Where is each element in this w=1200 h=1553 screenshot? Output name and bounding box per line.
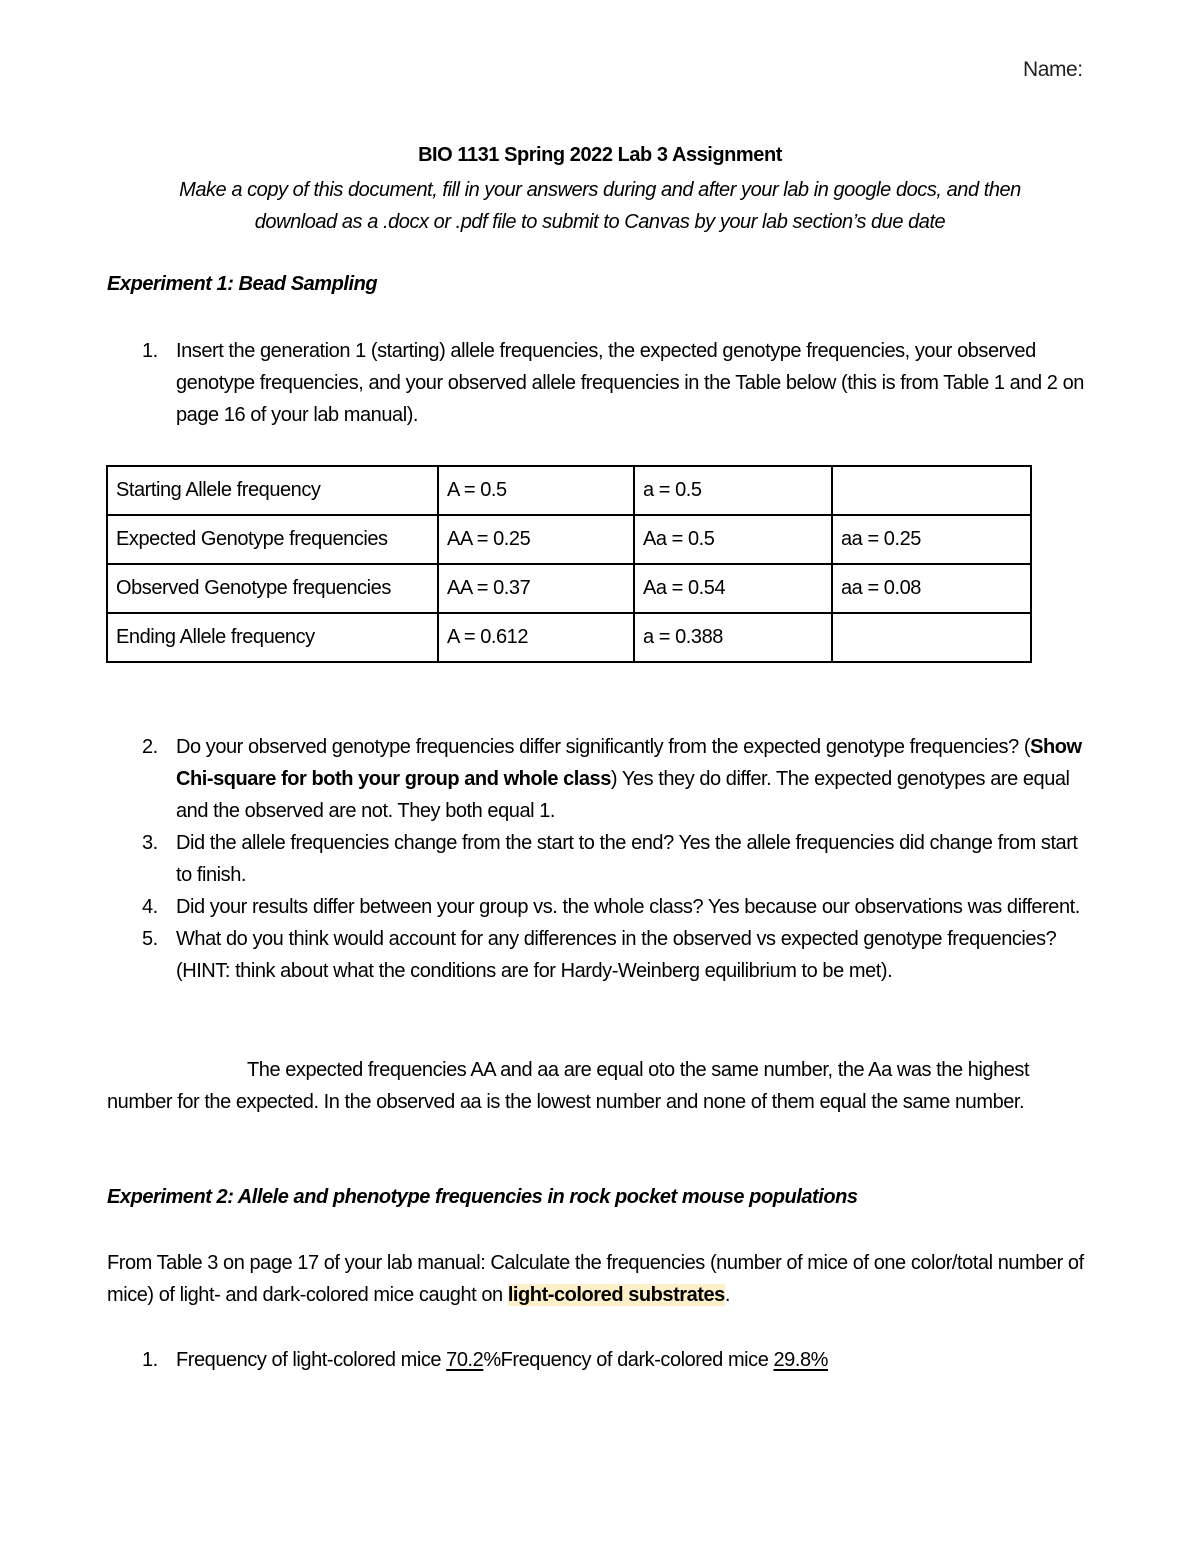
table-row [107, 613, 1031, 662]
table-cell[interactable]: a = 0.388 [634, 613, 832, 662]
question-2 [107, 731, 1092, 827]
question-number: 1. [142, 1349, 158, 1371]
table-cell-label[interactable]: Observed Genotype frequencies [107, 564, 438, 613]
question-number: 4. [142, 896, 158, 918]
table-row [107, 564, 1031, 613]
table-cell[interactable] [832, 613, 1031, 662]
question-number: 1. [142, 340, 158, 362]
table-cell[interactable]: A = 0.5 [438, 466, 634, 515]
experiment-2-questions-list [107, 1344, 1092, 1376]
table-cell[interactable]: A = 0.612 [438, 613, 634, 662]
table-cell[interactable]: aa = 0.25 [832, 515, 1031, 564]
question-number: 5. [142, 928, 158, 950]
answer-text: The expected frequencies AA and aa are equal oto the same number, the Aa was the highest number for the expected. In the observed aa is the lowest number and none of them equal the same number. [107, 1059, 1030, 1113]
experiment-2-heading: Experiment 2: Allele and phenotype frequencies in rock pocket mouse populations [107, 1186, 858, 1208]
intro-text: From Table 3 on page 17 of your lab manual: Calculate the frequencies (number of mice of one color/total number of mice) of light- and dark-colored mice caught on [107, 1252, 1084, 1306]
intro-period: . [724, 1284, 730, 1306]
table-cell[interactable] [832, 466, 1031, 515]
question-1 [107, 335, 1092, 431]
dark-mice-value[interactable]: 29.8% [773, 1349, 828, 1371]
light-mice-label: Frequency of light-colored mice [176, 1349, 447, 1371]
table-cell-label[interactable]: Ending Allele frequency [107, 613, 438, 662]
question-bold-instruction: Show Chi-square for both your group and whole class [176, 736, 1082, 790]
table-cell[interactable]: a = 0.5 [634, 466, 832, 515]
question-number: 2. [142, 736, 158, 758]
question-text: Do your observed genotype frequencies differ significantly from the expected genotype frequencies? ( [176, 736, 1031, 758]
experiment-1-questions-list [107, 731, 1092, 987]
table-cell-label[interactable]: Starting Allele frequency [107, 466, 438, 515]
highlighted-text: light-colored substrates [507, 1284, 725, 1306]
question-text: Did the allele frequencies change from the start to the end? Yes the allele frequencies did change from start to finish. [176, 832, 1078, 886]
experiment-2-intro [107, 1247, 1097, 1311]
table-cell-label[interactable]: Expected Genotype frequencies [107, 515, 438, 564]
question-number: 3. [142, 832, 158, 854]
table-cell[interactable]: aa = 0.08 [832, 564, 1031, 613]
question-5 [107, 923, 1092, 987]
allele-frequency-table [106, 465, 1032, 663]
question-3 [107, 827, 1092, 891]
question-1-frequencies [107, 1344, 1092, 1376]
answer-text: ) Yes they do differ. The expected genotypes are equal and the observed are not. They both equal 1. [176, 768, 1070, 822]
question-text: Did your results differ between your group vs. the whole class? Yes because our observations was different. [176, 896, 1080, 918]
name-label: Name: [1023, 58, 1083, 81]
question-4 [107, 891, 1092, 923]
experiment-1-question-1-list [107, 335, 1092, 431]
question-text: What do you think would account for any differences in the observed vs expected genotype frequencies? (HINT: think about what the conditions are for Hardy-Weinberg equilibrium to be met). [176, 928, 1057, 982]
instructions-line-2: download as a .docx or .pdf file to submit to Canvas by your lab section’s due date [254, 211, 946, 233]
light-mice-percent: % [483, 1349, 501, 1371]
experiment-1-heading: Experiment 1: Bead Sampling [107, 273, 378, 295]
table-cell[interactable]: AA = 0.25 [438, 515, 634, 564]
document-instructions [100, 174, 1100, 238]
table-cell[interactable]: Aa = 0.54 [634, 564, 832, 613]
instructions-line-1: Make a copy of this document, fill in your answers during and after your lab in google docs, and then [179, 179, 1021, 201]
light-mice-value[interactable]: 70.2 [446, 1349, 484, 1371]
table-row [107, 466, 1031, 515]
document-title: BIO 1131 Spring 2022 Lab 3 Assignment [418, 144, 782, 166]
table-cell[interactable]: Aa = 0.5 [634, 515, 832, 564]
answer-paragraph [107, 1054, 1097, 1118]
question-text: Insert the generation 1 (starting) allele frequencies, the expected genotype frequencies, your observed genotype frequencies, and your observed allele frequencies in the Table below (this is from Table 1 and 2 on page 16 of your lab manual). [176, 340, 1084, 426]
table-row [107, 515, 1031, 564]
table-cell[interactable]: AA = 0.37 [438, 564, 634, 613]
dark-mice-label: Frequency of dark-colored mice [500, 1349, 774, 1371]
